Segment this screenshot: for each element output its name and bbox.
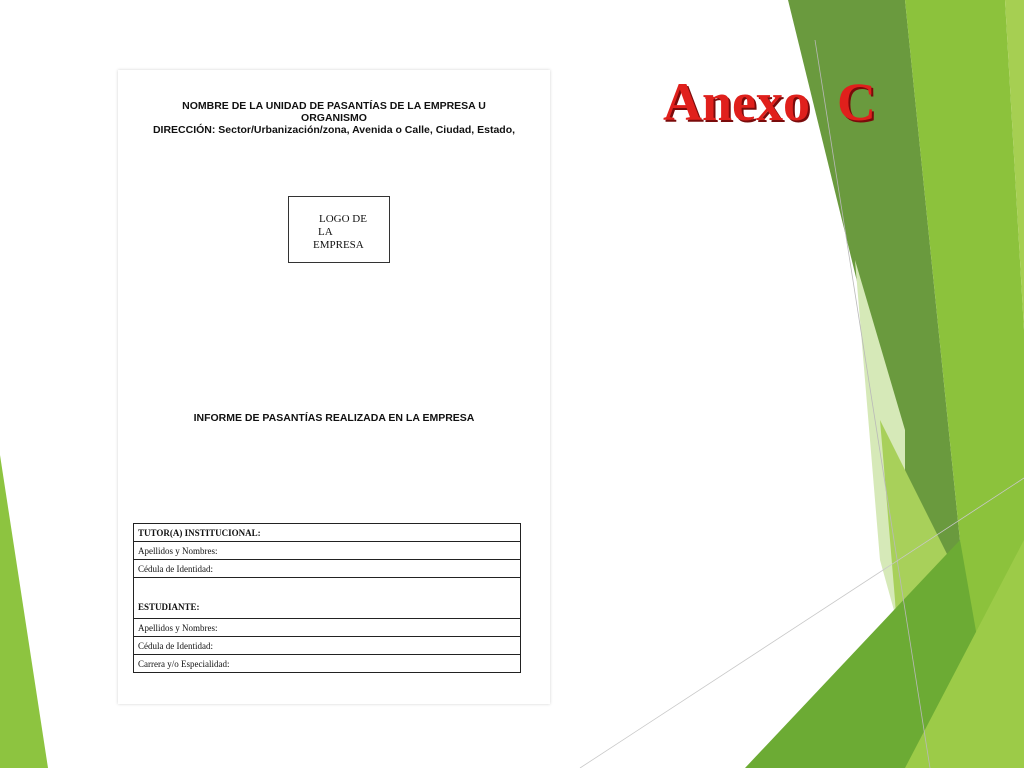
logo-text-line-1: LOGO DE: [319, 213, 367, 225]
logo-text-line-3: EMPRESA: [313, 239, 364, 251]
form-cell-tutor-header: TUTOR(A) INSTITUCIONAL:: [134, 524, 521, 542]
table-row: [134, 524, 521, 542]
form-cell-student-id: Cédula de Identidad:: [134, 637, 521, 655]
header-line-1: NOMBRE DE LA UNIDAD DE PASANTÍAS DE LA EMPRESA U: [182, 100, 486, 112]
table-row: [134, 655, 521, 673]
logo-text-line-2: LA: [318, 226, 333, 238]
form-cell-student-names: Apellidos y Nombres:: [134, 619, 521, 637]
logo-placeholder: [288, 196, 390, 263]
report-title: INFORME DE PASANTÍAS REALIZADA EN LA EMPRESA: [193, 412, 475, 424]
document-page: [118, 70, 550, 704]
table-row: [134, 619, 521, 637]
form-cell-career: Carrera y/o Especialidad:: [134, 655, 521, 673]
slide-title: Anexo C: [663, 72, 876, 132]
table-row: [134, 542, 521, 560]
table-row: [134, 637, 521, 655]
document-header: [118, 100, 550, 136]
form-cell-student-header: ESTUDIANTE:: [134, 578, 521, 619]
info-form-table: [133, 523, 521, 673]
table-row: [134, 578, 521, 619]
header-line-2: ORGANISMO: [301, 112, 367, 124]
form-cell-tutor-names: Apellidos y Nombres:: [134, 542, 521, 560]
form-cell-tutor-id: Cédula de Identidad:: [134, 560, 521, 578]
header-line-3: DIRECCIÓN: Sector/Urbanización/zona, Avenida o Calle, Ciudad, Estado,: [152, 124, 516, 136]
table-row: [134, 560, 521, 578]
